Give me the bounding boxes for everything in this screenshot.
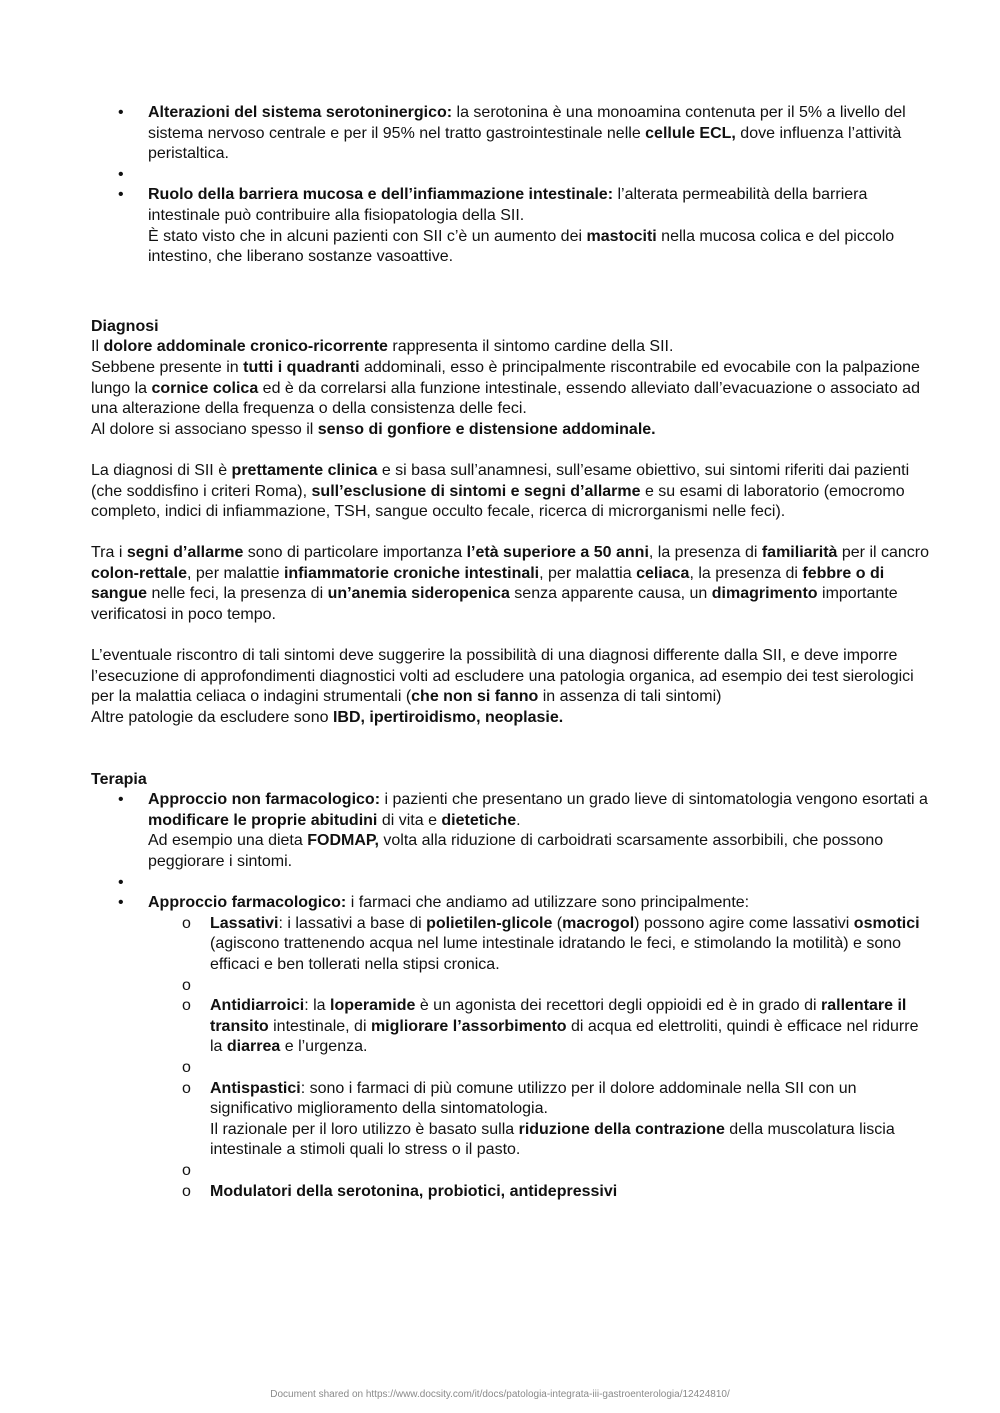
bold-run: osmotici bbox=[853, 914, 920, 932]
text-run: è un agonista dei recettori degli oppioidi ed è in grado di bbox=[415, 997, 821, 1015]
text-run: i farmaci che andiamo ad utilizzare sono principalmente: bbox=[346, 894, 750, 912]
section-diagnosi bbox=[91, 317, 931, 729]
text-run: , per malattia bbox=[539, 564, 637, 582]
text-run: addominali, esso è principalmente riscontrabile ed evocabile con la palpazione lungo la bbox=[91, 358, 920, 397]
text-run: rappresenta il sintomo cardine della SII. bbox=[387, 338, 674, 356]
text-run: : sono i farmaci di più comune utilizzo per il dolore addominale nella SII con un significativo miglioramento della sintomatologia. bbox=[210, 1079, 857, 1118]
paragraph bbox=[91, 543, 931, 625]
therapy-list bbox=[91, 790, 931, 1202]
bold-run: polietilen-glicole bbox=[426, 914, 553, 932]
spacer bbox=[91, 309, 931, 317]
text-run: della muscolatura liscia intestinale a stimoli quali lo stress o il pasto. bbox=[210, 1120, 895, 1159]
paragraph bbox=[91, 420, 931, 441]
spacer bbox=[91, 440, 931, 461]
spacer bbox=[148, 1058, 931, 1079]
bullet-pharmacological bbox=[91, 893, 931, 1202]
footer-share-notice: Document shared on https://www.docsity.com/it/docs/patologia-integrata-iii-gastroenterologia/12424810/ bbox=[270, 1389, 730, 1400]
text-run: in assenza di tali sintomi) bbox=[538, 688, 722, 706]
bold-run: l’età superiore a 50 anni bbox=[466, 544, 649, 562]
bullet-text: nella mucosa colica e del piccolo intestino, che liberano sostanze vasoattive. bbox=[148, 227, 895, 266]
bullet-bold: cellule ECL, bbox=[645, 124, 736, 142]
sub-item-text bbox=[210, 1182, 931, 1203]
bold-run: Lassativi bbox=[210, 914, 279, 932]
bullet-text bbox=[148, 831, 931, 872]
text-run: , la presenza di bbox=[648, 544, 762, 562]
bullet-line bbox=[148, 227, 931, 268]
bold-run: senso di gonfiore e distensione addominale. bbox=[317, 420, 656, 438]
text-run: di acqua ed elettroliti, quindi è efficace nel ridurre la bbox=[210, 1017, 919, 1056]
bold-run: febbre o di sangue bbox=[91, 564, 885, 603]
text-run: , la presenza di bbox=[689, 564, 803, 582]
bold-run: IBD, ipertiroidismo, neoplasie. bbox=[332, 709, 564, 727]
bold-run: colon-rettale bbox=[91, 564, 188, 582]
bold-run: macrogol bbox=[562, 914, 635, 932]
drug-list bbox=[148, 914, 931, 1202]
paragraph bbox=[91, 358, 931, 420]
bullet-text bbox=[148, 790, 931, 831]
text-run: e l’urgenza. bbox=[280, 1038, 368, 1056]
bold-run: migliorare l’assorbimento bbox=[370, 1017, 567, 1035]
sub-item-text bbox=[210, 996, 931, 1058]
spacer bbox=[148, 976, 931, 997]
bold-run: segni d’allarme bbox=[126, 544, 244, 562]
paragraph bbox=[91, 646, 931, 708]
bold-run: un’anemia sideropenica bbox=[327, 585, 510, 603]
bold-run: dolore addominale cronico-ricorrente bbox=[103, 338, 388, 356]
top-bullet-list bbox=[91, 103, 931, 268]
spacer bbox=[91, 165, 931, 186]
text-run: ed è da correlarsi alla funzione intestinale, essendo alleviato dall’evacuazione o associato ad una alterazione della frequenza o della consistenza delle feci. bbox=[91, 379, 920, 418]
spacer bbox=[91, 626, 931, 647]
text-run: Tra i bbox=[91, 544, 127, 562]
paragraph bbox=[91, 461, 931, 523]
bold-run: dimagrimento bbox=[711, 585, 818, 603]
sub-item-lassativi bbox=[148, 914, 931, 976]
bullet-text: È stato visto che in alcuni pazienti con SII c’è un aumento dei bbox=[148, 227, 587, 245]
text-run: intestinale, di bbox=[268, 1017, 371, 1035]
bold-run: prettamente clinica bbox=[231, 461, 378, 479]
text-run: , per malattie bbox=[187, 564, 284, 582]
bullet-text: l’alterata permeabilità della barriera intestinale può contribuire alla fisiopatologia della SII. bbox=[148, 186, 868, 224]
sub-item-text bbox=[210, 1079, 931, 1120]
bold-run: familiarità bbox=[761, 544, 838, 562]
sub-item-antispastici bbox=[148, 1079, 931, 1161]
sub-item-text bbox=[210, 914, 931, 976]
bullet-mucosal-barrier bbox=[91, 185, 931, 267]
text-run: e si basa sull’anamnesi, sull’esame obiettivo, sui sintomi riferiti dai pazienti (che soddisfino i criteri Roma), bbox=[91, 461, 910, 500]
spacer bbox=[91, 268, 931, 309]
bold-run: Antispastici bbox=[210, 1079, 301, 1097]
bullet-serotonin bbox=[91, 103, 931, 165]
text-run: ( bbox=[552, 914, 563, 932]
bold-run: sull’esclusione di sintomi e segni d’allarme bbox=[311, 482, 641, 500]
sub-item-text bbox=[210, 1120, 931, 1161]
bold-run: Antidiarroici bbox=[210, 997, 305, 1015]
bold-run: diarrea bbox=[226, 1038, 281, 1056]
text-run: La diagnosi di SII è bbox=[91, 461, 232, 479]
spacer bbox=[91, 523, 931, 544]
section-heading: Terapia bbox=[91, 770, 147, 788]
bold-run: dietetiche bbox=[441, 811, 517, 829]
text-run: e su esami di laboratorio (emocromo completo, indici di infiammazione, TSH, sangue occulto fecale, ricerca di microrganismi nelle feci). bbox=[91, 482, 905, 521]
text-run: ) possono agire come lassativi bbox=[634, 914, 854, 932]
bullet-text: la serotonina è una monoamina contenuta per il 5% a livello del sistema nervoso centrale e per il 95% nel tratto gastrointestinale nelle bbox=[148, 104, 906, 142]
text-run: Altre patologie da escludere sono bbox=[91, 709, 333, 727]
bold-run: rallentare il transito bbox=[210, 997, 907, 1035]
bullet-text bbox=[148, 893, 931, 914]
bold-run: tutti i quadranti bbox=[243, 358, 360, 376]
text-run: volta alla riduzione di carboidrati scarsamente assorbibili, che possono peggiorare i sintomi. bbox=[148, 832, 884, 870]
sub-item-antidiarroici bbox=[148, 996, 931, 1058]
bold-run: loperamide bbox=[330, 997, 416, 1015]
bullet-lead: Ruolo della barriera mucosa e dell’infiammazione intestinale: bbox=[148, 186, 614, 204]
text-run: di vita e bbox=[377, 811, 442, 829]
paragraph bbox=[91, 708, 931, 729]
bold-run: infiammatorie croniche intestinali bbox=[283, 564, 540, 582]
bullet-text: dove influenza l’attività peristaltica. bbox=[148, 124, 902, 163]
bold-run: Approccio farmacologico: bbox=[148, 894, 347, 912]
bold-run: cornice colica bbox=[151, 379, 259, 397]
text-run: Sebbene presente in bbox=[91, 358, 244, 376]
bullet-lead: Alterazioni del sistema serotoninergico: bbox=[148, 104, 453, 121]
text-run: (agiscono trattenendo acqua nel lume intestinale idratando le feci, e stimolando la motilità) e sono efficaci e ben tollerati nella stipsi cronica. bbox=[210, 935, 902, 973]
bold-run: modificare le proprie abitudini bbox=[148, 811, 378, 829]
bold-run: celiaca bbox=[636, 564, 690, 582]
text-run: sono di particolare importanza bbox=[243, 544, 467, 562]
bold-run: Modulatori della serotonina, probiotici, antidepressivi bbox=[210, 1182, 618, 1200]
text-run: senza apparente causa, un bbox=[509, 585, 712, 603]
text-run: importante verificatosi in poco tempo. bbox=[91, 585, 898, 624]
text-run: per il cancro bbox=[837, 544, 930, 562]
text-run: i pazienti che presentano un grado lieve di sintomatologia vengono esortati a bbox=[380, 791, 928, 809]
bold-run: riduzione della contrazione bbox=[518, 1120, 725, 1138]
text-run: . bbox=[516, 811, 521, 829]
text-run: Al dolore si associano spesso il bbox=[91, 420, 318, 438]
spacer bbox=[148, 1161, 931, 1182]
bullet-bold: mastociti bbox=[586, 227, 657, 245]
text-run: : i lassativi a base di bbox=[278, 914, 427, 932]
section-heading: Diagnosi bbox=[91, 317, 159, 335]
bold-run: Approccio non farmacologico: bbox=[148, 791, 381, 809]
section-terapia bbox=[91, 770, 931, 1202]
text-run: Il razionale per il loro utilizzo è basato sulla bbox=[210, 1120, 519, 1138]
sub-item-modulatori bbox=[148, 1182, 931, 1203]
text-run: nelle feci, la presenza di bbox=[147, 585, 328, 603]
text-run: Ad esempio una dieta bbox=[148, 832, 308, 850]
text-run: Il bbox=[91, 338, 104, 356]
bold-run: FODMAP, bbox=[307, 832, 379, 850]
bullet-non-pharmacological bbox=[91, 790, 931, 872]
spacer bbox=[91, 873, 931, 894]
bold-run: che non si fanno bbox=[411, 688, 539, 706]
text-run: L’eventuale riscontro di tali sintomi deve suggerire la possibilità di una diagnosi differente dalla SII, e deve imporre l’esecuzione di approfondimenti diagnostici volti ad escludere una patologia organica, ad esempio dei test sierologici per la malattia celiaca o indagini strumentali ( bbox=[91, 647, 914, 706]
spacer bbox=[91, 729, 931, 770]
text-run: : la bbox=[304, 997, 331, 1015]
document-page bbox=[91, 103, 931, 1202]
paragraph bbox=[91, 337, 931, 358]
